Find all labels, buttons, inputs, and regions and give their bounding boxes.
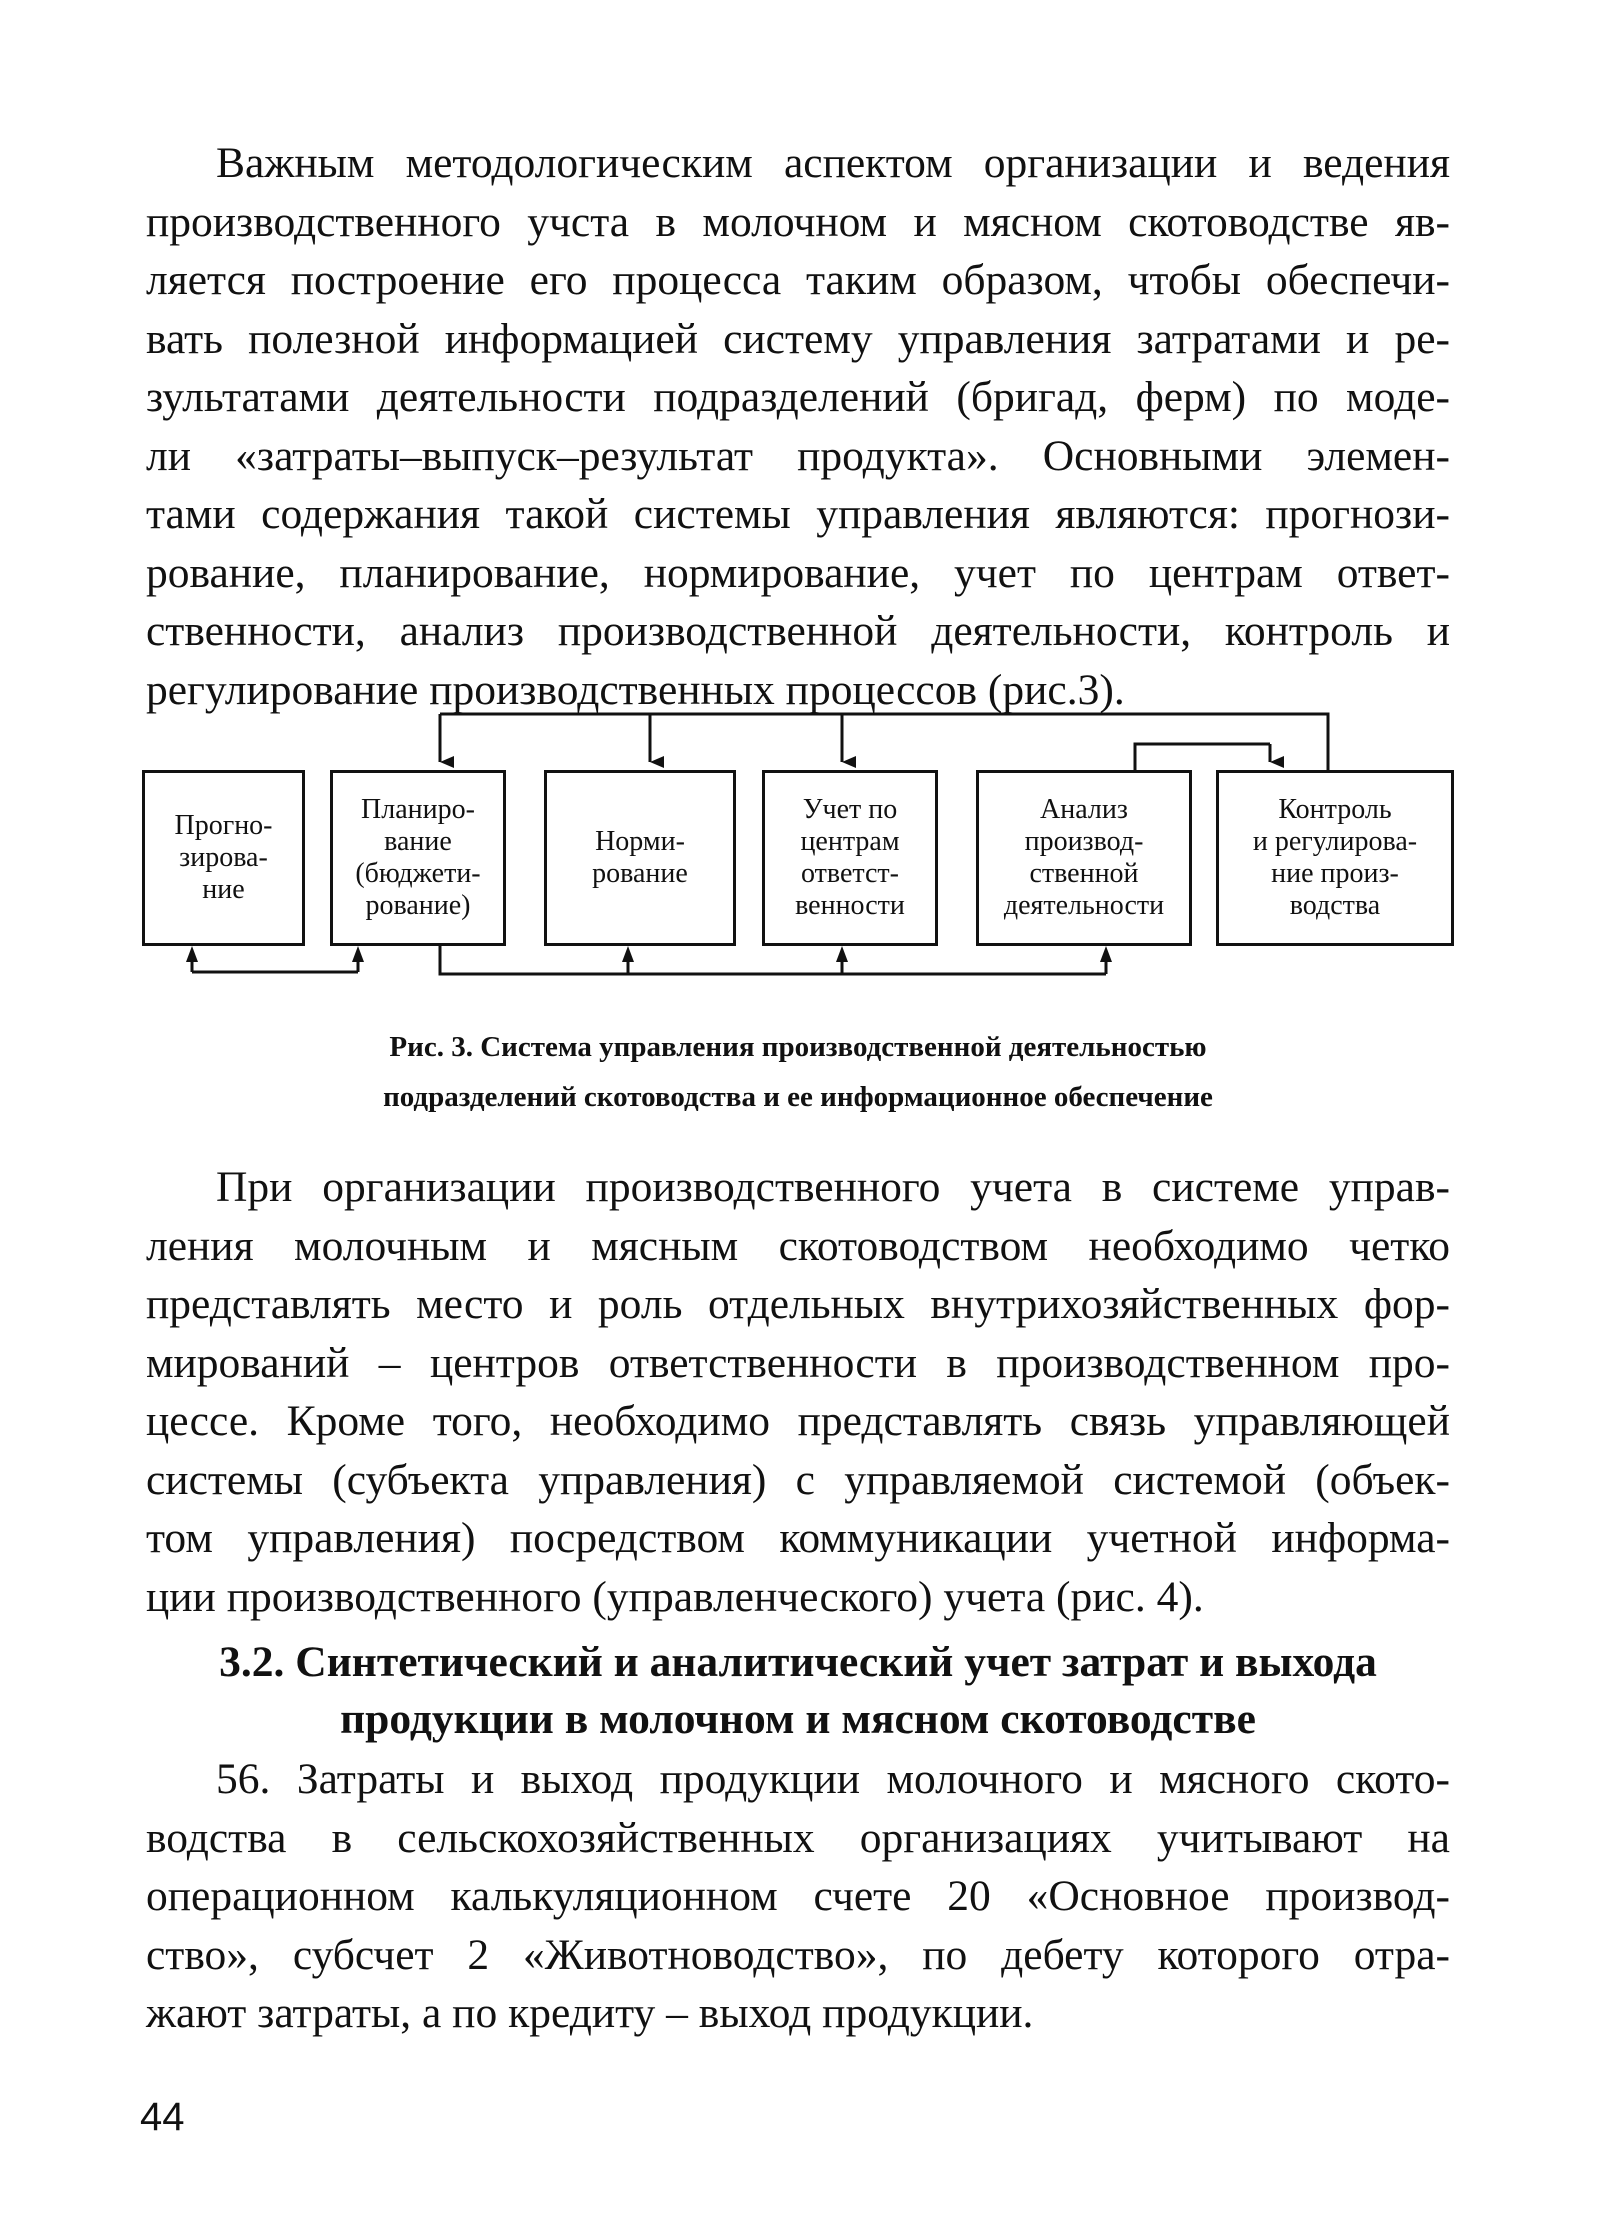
- text-line: жают затраты, а по кредиту – выход продукции.: [146, 1989, 1034, 2037]
- text-line: системы (субъекта управления) с управляемой системой (объек-: [146, 1455, 1450, 1504]
- text-line: регулирование производственных процессов (рис.3).: [146, 665, 1125, 714]
- arrow-up-norming: [622, 946, 634, 962]
- text-line: тами содержания такой системы управления являются: прогнози-: [146, 490, 1450, 538]
- section-heading: 3.2. Синтетический и аналитический учет затрат и выхода продукции в молочном и мясном скотоводстве: [219, 1638, 1377, 1743]
- text-line: При организации производственного учета в системе управ-: [216, 1163, 1450, 1211]
- text-line: 56. Затраты и выход продукции молочного и мясного ското-: [216, 1755, 1450, 1803]
- text-line: цессе. Кроме того, необходимо представлять связь управляющей: [146, 1397, 1450, 1445]
- text-line: вать полезной информацией систему управления затратами и ре-: [146, 314, 1450, 363]
- page-number: 44: [140, 2095, 185, 2139]
- box-responsibility-accounting: Учет по центрам ответст- венности: [762, 770, 938, 946]
- text-line: операционном калькуляционном счете 20 «Основное производ-: [146, 1872, 1450, 1920]
- box-planning: Планиро- вание (бюджети- рование): [330, 770, 506, 946]
- arrow-up-analysis: [1100, 946, 1112, 962]
- text-line: мирований – центров ответственности в производственном про-: [146, 1338, 1450, 1387]
- text-line: водства в сельскохозяйственных организациях учитывают на: [146, 1813, 1450, 1862]
- text-line: ции производственного (управленческого) учета (рис. 4).: [146, 1572, 1204, 1621]
- paragraph-1: [146, 134, 1450, 719]
- text-line: представлять место и роль отдельных внутрихозяйственных фор-: [146, 1280, 1450, 1328]
- analysis-control-link: [1135, 744, 1270, 770]
- box-forecasting: Прогно- зирова- ние: [142, 770, 305, 946]
- text-line: ляется построение его процесса таким образом, чтобы обеспечи-: [146, 256, 1450, 304]
- paragraph-2: [146, 1158, 1450, 1626]
- paragraph-3: [146, 1750, 1450, 2043]
- text-line: производственного учста в молочном и мясном скотоводстве яв-: [146, 197, 1450, 246]
- arrow-up-planning: [352, 946, 364, 962]
- top-feedback-line: [440, 714, 1328, 770]
- figure-caption: Рис. 3. Система управления производственной деятельностью подразделений скотоводства и ее информационное обеспечение: [383, 1031, 1213, 1113]
- text-line: ления молочным и мясным скотоводством необходимо четко: [146, 1221, 1450, 1270]
- text-line: ство», субсчет 2 «Животноводство», по дебету которого отра-: [146, 1930, 1450, 1979]
- box-analysis: Анализ производ- ственной деятельности: [976, 770, 1192, 946]
- management-system-diagram: [140, 700, 1460, 990]
- bottom-feedback-line: [440, 946, 1106, 974]
- text-line: Важным методологическим аспектом организации и ведения: [216, 139, 1450, 187]
- text-line: ственности, анализ производственной деятельности, контроль и: [146, 607, 1450, 655]
- text-line: зультатами деятельности подразделений (бригад, ферм) по моде-: [146, 373, 1450, 421]
- arrow-up-accounting: [836, 946, 848, 962]
- box-norming: Норми- рование: [544, 770, 736, 946]
- text-line: том управления) посредством коммуникации учетной информа-: [146, 1514, 1450, 1562]
- text-line: рование, планирование, нормирование, учет по центрам ответ-: [146, 548, 1450, 597]
- arrow-up-forecast: [186, 946, 198, 962]
- box-control-regulation: Контроль и регулирова- ние произ- водства: [1216, 770, 1454, 946]
- text-line: ли «затраты–выпуск–результат продукта». Основными элемен-: [146, 431, 1450, 480]
